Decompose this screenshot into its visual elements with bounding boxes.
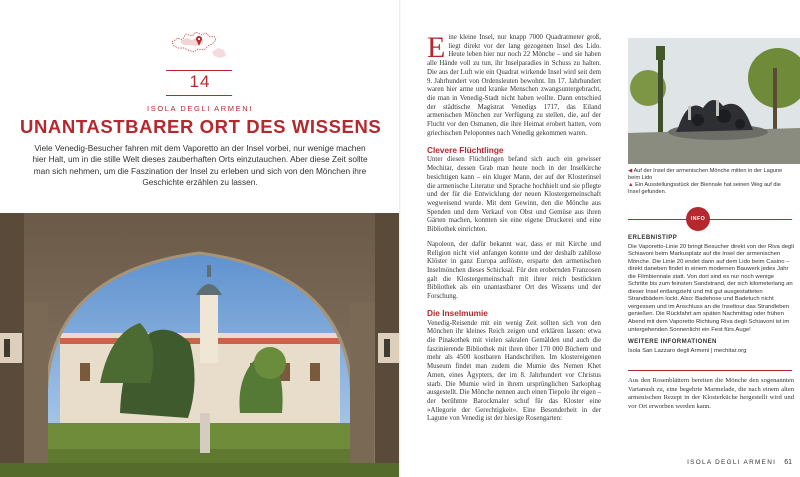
right-body-text: Aus den Rosenblättern bereiten die Mönche den sogenannten Vartanush zu, eine begehrte Marmelade, die nach einem alten armenischen Rezept in der Klosterküche hergestellt wird und vor Ort erworben werden kann. <box>628 377 794 410</box>
biennale-sculpture-photo <box>628 38 800 164</box>
tip-text: Die Vaporetto-Linie 20 bringt Besucher direkt von der Riva degli Schiavoni beim Markusplatz auf die Insel der armenischen Mönche. Die Linie 20 endet dann auf dem Lido beim Casino – direkt daneben findet in einem modernen Bauwerk jedes Jahr die Filmbiennale statt. Von dort sind es nur noch wenige Schritte bis zum feinsten Sandstrand, der sich kilometerlang an dieser Insel entlangzieht und mit gut ausgestatteten Strandbädern lockt. Also: Badehose und Badetuch nicht vergessen und im Anschluss an die Inseltour das Strandleben genießen. Die Rückfahrt am späten Nachmittag oder frühen Abend mit dem Vaporetto Richtung Riva degli Schiavoni ist im untergehenden Sonnenlicht ein Fest fürs Auge! <box>628 243 794 333</box>
paragraph-1 <box>427 31 601 139</box>
body-column <box>427 31 601 424</box>
drop-cap: E <box>427 31 446 64</box>
chapter-kicker: ISOLA DEGLI ARMENI <box>147 104 253 113</box>
more-info-text: Isola San Lazzaro degli Armeni | mechitar.org <box>628 347 747 354</box>
paragraph-3: Napoleon, der dafür bekannt war, dass er mit Kirche und Religion nicht viel anfangen konnte und der deshalb zahllose Klöster in ganz Europa auflöste, ersparte den armenischen Inselmönchen dieses Schicksal. Für den erobernden Franzosen galt die Klostergemeinschaft mit ihrer reich bestückten Bibliothek als ein unantastbarer Ort des Wissens und der Forschung. <box>427 240 601 301</box>
subheading-inselmumie: Die Inselmumie <box>427 307 488 318</box>
chapter-rule-top <box>166 70 232 71</box>
info-box <box>628 234 794 355</box>
venice-map-icon <box>166 24 232 64</box>
info-badge: INFO <box>686 207 710 231</box>
page-gutter <box>399 0 401 477</box>
info-rule-top <box>628 219 792 220</box>
photo-caption <box>628 168 792 196</box>
right-body-paragraph <box>628 377 794 411</box>
intro-paragraph: Viele Venedig-Besucher fahren mit dem Vaporetto an der Insel vorbei, nur wenige machen hier Halt, um in die stille Welt dieses zauberhaften Orts einzutauchen. Aber diese Zeit sollte man sich nehmen, um die Faszination der Insel zu erleben und sich von den Mönchen ihre Geschichte erzählen zu lassen. <box>32 143 368 188</box>
triangle-left-icon: ◀ <box>628 168 634 174</box>
paragraph-2: Unter diesen Flüchtlingen befand sich auch ein gewisser Mechitar, dessen Grab man heute noch in der Inselkirche besichtigen kann – ein kluger Mann, der auf der Klosterinsel die armenische Literatur und Sprache hochhielt und sie pflegte und der für die Entwicklung der neuen Klostergemeinschaft wegweisend wurde. Mit dem Gewinn, den die Mönche aus Spenden und dem Verkauf von Obst und Gemüse aus ihren Gärten machen, konnten sie eine eigene Druckerei und eine Bibliothek einrichten. <box>427 156 601 234</box>
paragraph-4: Venedig-Reisende mit ein wenig Zeit sollten sich von den Mönchen ihr kleines Reich zeigen und erklären lassen: etwa die Pinakothek mit vielen sakralen Gemälden und auch die faszinierende Bibliothek mit ihren über 170 000 Büchern und mehr als 4500 kostbaren Handschriften. Im klostereigenen Museum findet man zudem die Mumie des Nemen Khet Amen, eines Ägypters, der im 8. Jahrhundert vor Christus starb. Die Mumie wird in ihrem ursprünglichen Sarkophag ausgestellt. Die Mönche nennen auch einen Tiepolo ihr eigen – der berühmte Barockmaler schuf für das Kloster eine »Allegorie der Gerechtigkeit«. Eine Besonderheit in der Lagune von Venedig ist der hiesige Rosengarten: <box>427 319 601 423</box>
info-rule-bottom <box>628 370 792 371</box>
page-number: 61 <box>784 459 792 466</box>
triangle-up-icon: ▲ <box>628 182 636 188</box>
more-info-heading: WEITERE INFORMATIONEN <box>628 338 717 346</box>
tip-heading: ERLEBNISTIPP <box>628 234 678 241</box>
caption-line-1: ◀ Auf der Insel der armenischen Mönche mitten in der Lagune beim Lido <box>628 168 783 181</box>
caption-line-2: ▲ Ein Ausstellungsstück der Biennale hat seinen Weg auf die Insel gefunden. <box>628 182 781 195</box>
subheading-clevere-fluechtlinge: Clevere Flüchtlinge <box>427 144 504 155</box>
chapter-title: UNANTASTBARER ORT DES WISSENS <box>20 116 382 137</box>
page-footer <box>668 459 792 466</box>
chapter-number: 14 <box>189 72 211 91</box>
cloister-photo <box>0 213 399 477</box>
chapter-rule-bottom <box>166 95 232 96</box>
paragraph-1-text: ine kleine Insel, nur knapp 7000 Quadratmeter groß, liegt direkt vor der lang gezogenen Insel des Lido. Heute leben hier nur noch 22 Mönche – und sie haben alle Hände voll zu tun, ihr Inselparadies in Schuss zu halten. Die aus der Luft wie ein Quadrat wirkende Insel wird seit dem 9. Jahrhundert von Ordensleuten bewohnt. Im 17. Jahrhundert waren hier arme und kranke Menschen zwangsuntergebracht, die man in Venedig-Stadt nicht haben wollte. Dann entschied der städtische Magistrat Venedigs 1717, das Eiland armenischen Mönchen zur Verfügung zu stellen, die, auf der Flucht vor den Osmanen, die ihre Heimat erobert hatten, vom griechischen Peloponnes nach Venedig gekommen waren. <box>427 34 601 137</box>
footer-section: ISOLA DEGLI ARMENI <box>687 459 777 466</box>
